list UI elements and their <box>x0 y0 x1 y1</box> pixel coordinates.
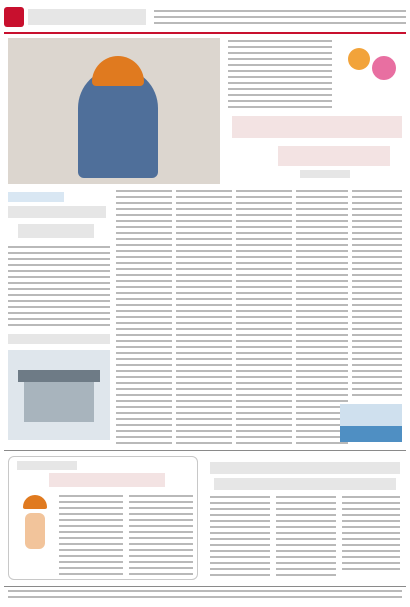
water <box>340 426 402 442</box>
article-column-1 <box>116 190 172 444</box>
roof <box>18 370 100 382</box>
notice-column-1 <box>210 496 270 580</box>
section-divider <box>4 450 406 451</box>
headdress <box>92 56 144 86</box>
masthead-info-block <box>154 10 406 24</box>
headline-line-1 <box>232 116 402 138</box>
masthead <box>4 4 406 30</box>
flower-2 <box>372 56 396 80</box>
sidebar-body <box>8 246 110 330</box>
fire-safety-title <box>49 473 165 487</box>
byline <box>300 170 350 178</box>
sidebar-caption <box>8 334 110 344</box>
logo-mark-icon <box>4 7 24 27</box>
notice-column-3 <box>342 496 400 570</box>
article-column-2 <box>176 190 232 444</box>
notice-column-2 <box>276 496 336 580</box>
fire-safety-box <box>8 456 198 580</box>
footer-info <box>8 590 402 600</box>
flower-illustration-icon <box>340 44 402 88</box>
building <box>24 380 94 422</box>
footer-rule <box>4 586 406 587</box>
building-photo <box>8 350 110 440</box>
section-tag <box>8 192 64 202</box>
masthead-title-block <box>28 9 146 25</box>
article-column-5 <box>352 190 402 400</box>
poem-text <box>228 40 332 108</box>
fire-safety-col-2 <box>129 495 193 575</box>
notice-title-line-1 <box>210 462 400 474</box>
headline-line-2 <box>278 146 390 166</box>
sidebar-heading <box>8 206 106 218</box>
notice-title-line-2 <box>214 478 396 490</box>
article-column-3 <box>236 190 292 444</box>
masthead-rule <box>4 32 406 34</box>
fire-safety-tag <box>17 461 77 470</box>
body <box>25 513 45 549</box>
festival-photo <box>8 38 220 184</box>
firefighter-illustration-icon <box>15 495 55 551</box>
helmet <box>23 495 47 509</box>
sidebar-title <box>18 224 94 238</box>
lake-photo <box>340 404 402 442</box>
flower-1 <box>348 48 370 70</box>
fire-safety-col-1 <box>59 495 123 575</box>
